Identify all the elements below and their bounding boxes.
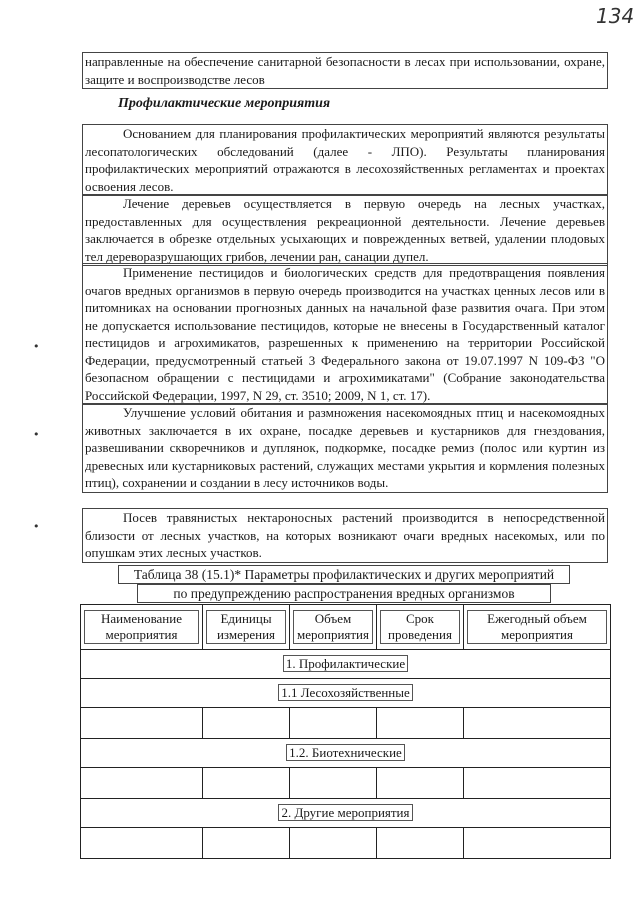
paragraph-text: Применение пестицидов и биологических средств для предотвращения появления очагов вредных организмов в первую очередь производится на участках ценных лесов или в питомниках на основании прогнозных данных на начальной фазе развития очага. При этом не допускается использование пестицидов, которые не внесены в Государственный каталог пестицидов и агрохимикатов, разрешенных к применению на территории Российской Федерации, предусмотренный статьей 3 Федерального закона от 19.07.1997 N 109-ФЗ "О безопасном обращении с пестицидами и агрохимикатами" (Собрание законодательства Российской Федерации, 1997, N 29, ст. 3510; 2009, N 1, ст. 17).: [85, 265, 605, 403]
table-section-row: [81, 679, 611, 708]
table-header-cell: Срок проведения: [377, 605, 464, 650]
paragraph-tree-treatment: [82, 194, 608, 266]
paragraph-nectar-plants: [82, 508, 608, 563]
table-cell: [203, 828, 290, 859]
table-caption-line: Таблица 38 (15.1)* Параметры профилактических и других мероприятий: [118, 565, 570, 584]
table-cell: [81, 828, 203, 859]
table-section-cell: 1. Профилактические: [81, 650, 611, 679]
table-cell: [464, 768, 611, 799]
table-caption-line: по предупреждению распространения вредных организмов: [137, 584, 551, 603]
table-cell: [377, 828, 464, 859]
table-section-cell: 2. Другие мероприятия: [81, 799, 611, 828]
table-cell: [81, 768, 203, 799]
table-section-cell: 1.2. Биотехнические: [81, 739, 611, 768]
table-cell: [377, 708, 464, 739]
table-caption: [118, 565, 570, 603]
table-section-row: [81, 799, 611, 828]
page-number: 134: [596, 4, 635, 28]
paragraph-basis: [82, 124, 608, 196]
table-cell: [203, 768, 290, 799]
margin-bullet: •: [33, 428, 40, 441]
table-header-cell: Объем мероприятия: [290, 605, 377, 650]
table-cell: [290, 768, 377, 799]
margin-bullet: •: [33, 520, 40, 533]
table-cell: [464, 828, 611, 859]
parameters-table: [80, 604, 611, 859]
paragraph-text: Основанием для планирования профилактических мероприятий являются результаты лесопатологических обследований (далее - ЛПО). Результаты планирования профилактических мероприятий отражаются в лесохозяйственных регламентах и проектах освоения лесов.: [85, 126, 605, 194]
table-cell: [290, 708, 377, 739]
paragraph-text: Лечение деревьев осуществляется в первую очередь на лесных участках, предоставленных для осуществления рекреационной деятельности. Лечение деревьев заключается в обрезке отдельных усыхающих и поврежденных ветвей, удалении плодовых тел дереворазрушающих грибов, лечении ран, санации дупел.: [85, 196, 605, 264]
table-cell: [203, 708, 290, 739]
margin-bullet: •: [33, 340, 40, 353]
table-row: [81, 828, 611, 859]
paragraph-pesticides: [82, 263, 608, 405]
paragraph-text: направленные на обеспечение санитарной безопасности в лесах при использовании, охране, защите и воспроизводстве лесов: [85, 54, 605, 87]
table-cell: [464, 708, 611, 739]
table-cell: [377, 768, 464, 799]
table-cell: [290, 828, 377, 859]
section-heading: Профилактические мероприятия: [118, 96, 331, 111]
table-cell: [81, 708, 203, 739]
table-section-row: [81, 650, 611, 679]
table-row: [81, 708, 611, 739]
paragraph-intro: [82, 52, 608, 89]
table-header-cell: Ежегодный объем мероприятия: [464, 605, 611, 650]
table-header-cell: Единицы измерения: [203, 605, 290, 650]
table-row: [81, 768, 611, 799]
paragraph-text: Улучшение условий обитания и размножения насекомоядных птиц и насекомоядных животных заключается в их охране, посадке деревьев и кустарников для гнездования, развешивании скворечников и дуплянок, подкормке, посадке ремиз (полос или куртин из древесных или кустарниковых растений, служащих местами укрытия и кормления полезных птиц), сохранении и создании в лесу источников воды.: [85, 405, 605, 490]
table-section-cell: 1.1 Лесохозяйственные: [81, 679, 611, 708]
table-section-row: [81, 739, 611, 768]
table-header-cell: Наименование мероприятия: [81, 605, 203, 650]
paragraph-text: Посев травянистых нектароносных растений производится в непосредственной близости от лесных участков, на которых возникают очаги вредных насекомых, или по опушкам этих лесных участков.: [85, 510, 605, 560]
paragraph-birds: [82, 403, 608, 493]
table-header-row: [81, 605, 611, 650]
